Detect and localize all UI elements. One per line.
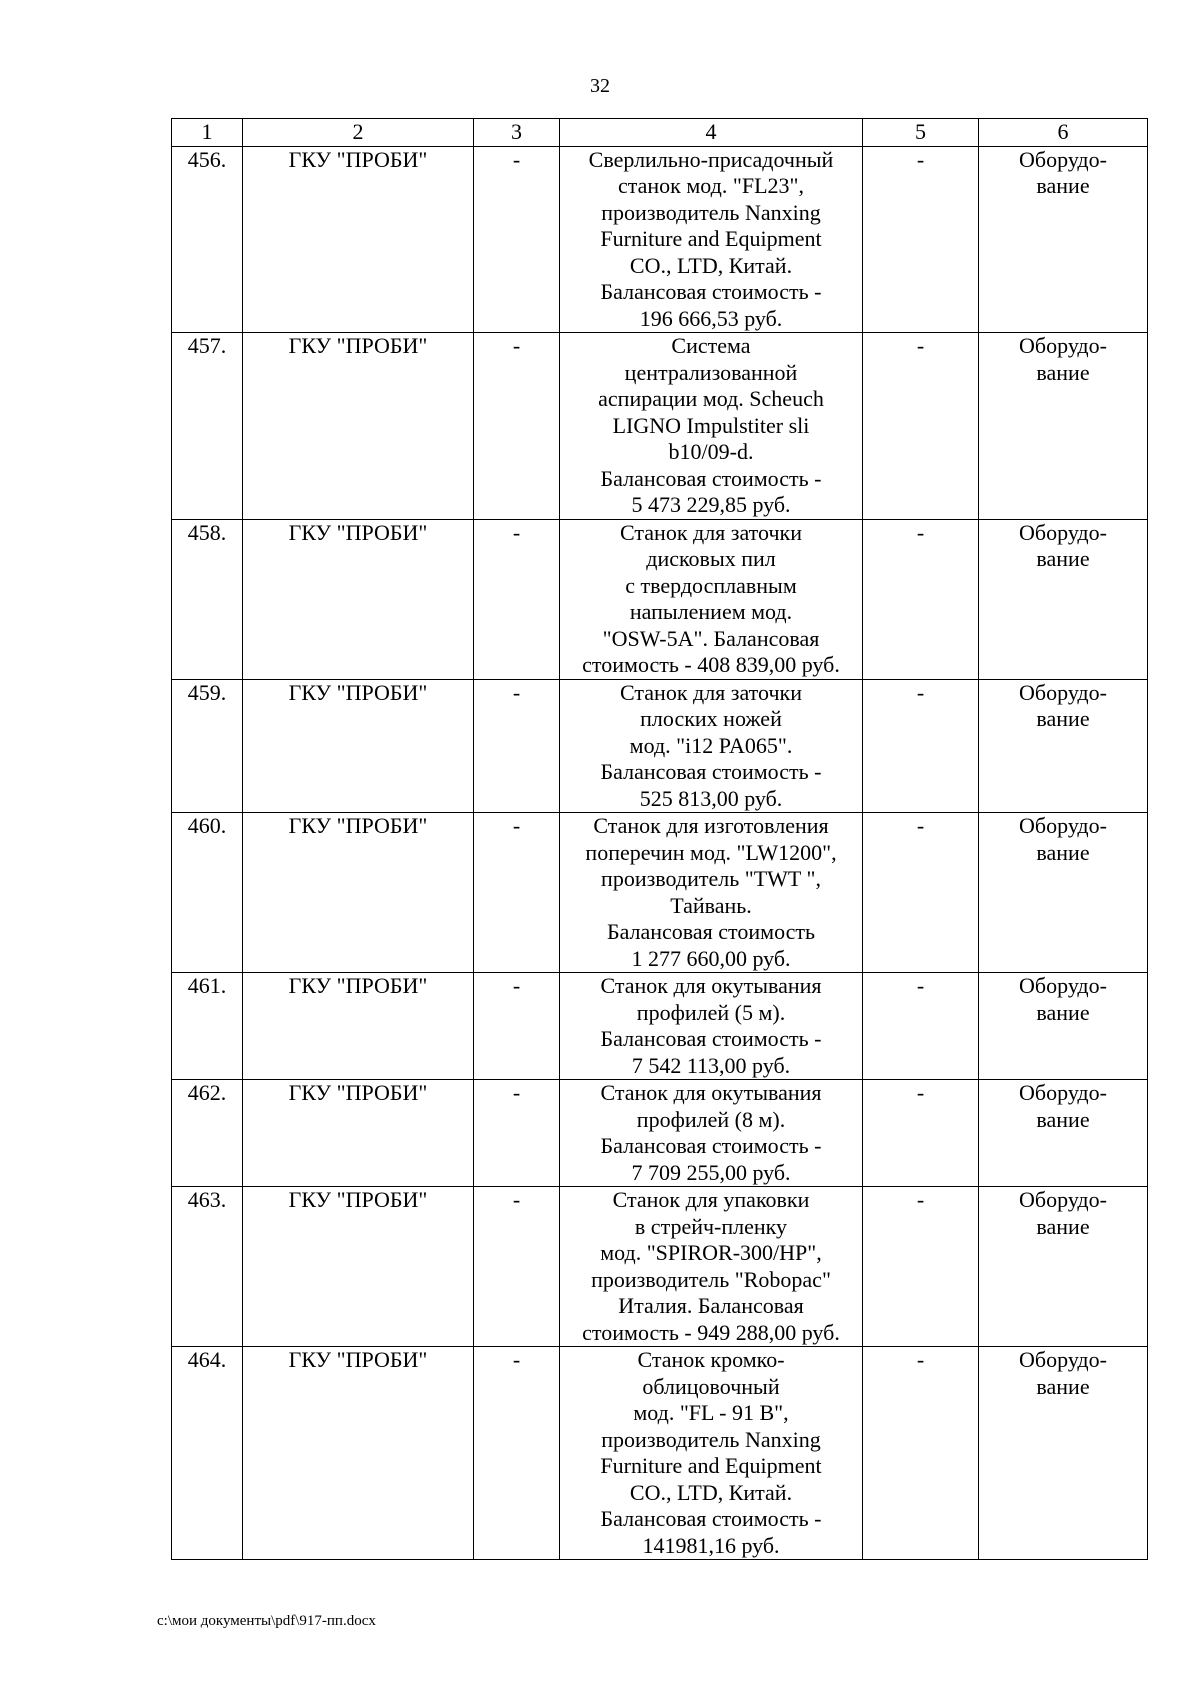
type-cell: Оборудо- вание xyxy=(979,679,1148,813)
row-number: 464. xyxy=(172,1347,243,1560)
col5-cell: - xyxy=(863,1347,979,1560)
col5-cell: - xyxy=(863,973,979,1080)
type-cell: Оборудо- вание xyxy=(979,1347,1148,1560)
col5-cell: - xyxy=(863,813,979,973)
holder-cell: ГКУ "ПРОБИ" xyxy=(243,1347,474,1560)
property-table xyxy=(171,118,1148,1560)
header-row xyxy=(172,119,1148,147)
col5-cell: - xyxy=(863,1080,979,1187)
table-row xyxy=(172,1080,1148,1187)
holder-cell: ГКУ "ПРОБИ" xyxy=(243,1080,474,1187)
holder-cell: ГКУ "ПРОБИ" xyxy=(243,146,474,333)
col3-cell: - xyxy=(474,679,560,813)
type-cell: Оборудо- вание xyxy=(979,1080,1148,1187)
col3-cell: - xyxy=(474,146,560,333)
holder-cell: ГКУ "ПРОБИ" xyxy=(243,333,474,520)
description-cell: Станок для упаковки в стрейч-пленку мод. "SPIROR-300/HP", производитель "Robopac" Италия. Балансовая стоимость - 949 288,00 руб. xyxy=(560,1187,863,1347)
col3-cell: - xyxy=(474,813,560,973)
type-cell: Оборудо- вание xyxy=(979,1187,1148,1347)
description-cell: Система централизованной аспирации мод. Scheuch LIGNO Impulstiter sli b10/09-d. Балансовая стоимость - 5 473 229,85 руб. xyxy=(560,333,863,520)
col5-cell: - xyxy=(863,333,979,520)
row-number: 462. xyxy=(172,1080,243,1187)
type-cell: Оборудо- вание xyxy=(979,813,1148,973)
row-number: 457. xyxy=(172,333,243,520)
footer-file-path: c:\мои документы\pdf\917-пп.docx xyxy=(157,1613,376,1629)
holder-cell: ГКУ "ПРОБИ" xyxy=(243,679,474,813)
row-number: 463. xyxy=(172,1187,243,1347)
row-number: 460. xyxy=(172,813,243,973)
column-header-3: 3 xyxy=(474,119,560,147)
description-cell: Станок для изготовления поперечин мод. "LW1200", производитель "TWT ", Тайвань. Балансовая стоимость 1 277 660,00 руб. xyxy=(560,813,863,973)
col3-cell: - xyxy=(474,1187,560,1347)
column-header-2: 2 xyxy=(243,119,474,147)
row-number: 456. xyxy=(172,146,243,333)
col3-cell: - xyxy=(474,1347,560,1560)
table-row xyxy=(172,519,1148,679)
holder-cell: ГКУ "ПРОБИ" xyxy=(243,519,474,679)
description-cell: Станок для заточки дисковых пил с твердосплавным напылением мод. "OSW-5A". Балансовая стоимость - 408 839,00 руб. xyxy=(560,519,863,679)
col5-cell: - xyxy=(863,519,979,679)
row-number: 458. xyxy=(172,519,243,679)
holder-cell: ГКУ "ПРОБИ" xyxy=(243,973,474,1080)
description-cell: Станок для заточки плоских ножей мод. "i12 PA065". Балансовая стоимость - 525 813,00 руб. xyxy=(560,679,863,813)
holder-cell: ГКУ "ПРОБИ" xyxy=(243,813,474,973)
table-row xyxy=(172,333,1148,520)
table-row xyxy=(172,146,1148,333)
description-cell: Станок для окутывания профилей (5 м). Балансовая стоимость - 7 542 113,00 руб. xyxy=(560,973,863,1080)
row-number: 459. xyxy=(172,679,243,813)
table-row xyxy=(172,813,1148,973)
col5-cell: - xyxy=(863,679,979,813)
column-header-6: 6 xyxy=(979,119,1148,147)
type-cell: Оборудо- вание xyxy=(979,519,1148,679)
col3-cell: - xyxy=(474,973,560,1080)
column-header-5: 5 xyxy=(863,119,979,147)
col3-cell: - xyxy=(474,1080,560,1187)
col5-cell: - xyxy=(863,146,979,333)
col3-cell: - xyxy=(474,519,560,679)
column-header-1: 1 xyxy=(172,119,243,147)
table-row xyxy=(172,679,1148,813)
description-cell: Станок для окутывания профилей (8 м). Балансовая стоимость - 7 709 255,00 руб. xyxy=(560,1080,863,1187)
type-cell: Оборудо- вание xyxy=(979,973,1148,1080)
col3-cell: - xyxy=(474,333,560,520)
type-cell: Оборудо- вание xyxy=(979,146,1148,333)
type-cell: Оборудо- вание xyxy=(979,333,1148,520)
table-row xyxy=(172,1187,1148,1347)
description-cell: Станок кромко- облицовочный мод. "FL - 91 B", производитель Nanxing Furniture and Equipment CO., LTD, Китай. Балансовая стоимость - 141981,16 руб. xyxy=(560,1347,863,1560)
table-row xyxy=(172,973,1148,1080)
row-number: 461. xyxy=(172,973,243,1080)
page-number: 32 xyxy=(590,75,610,97)
table-row xyxy=(172,1347,1148,1560)
description-cell: Сверлильно-присадочный станок мод. "FL23", производитель Nanxing Furniture and Equipment CO., LTD, Китай. Балансовая стоимость - 196 666,53 руб. xyxy=(560,146,863,333)
holder-cell: ГКУ "ПРОБИ" xyxy=(243,1187,474,1347)
column-header-4: 4 xyxy=(560,119,863,147)
col5-cell: - xyxy=(863,1187,979,1347)
